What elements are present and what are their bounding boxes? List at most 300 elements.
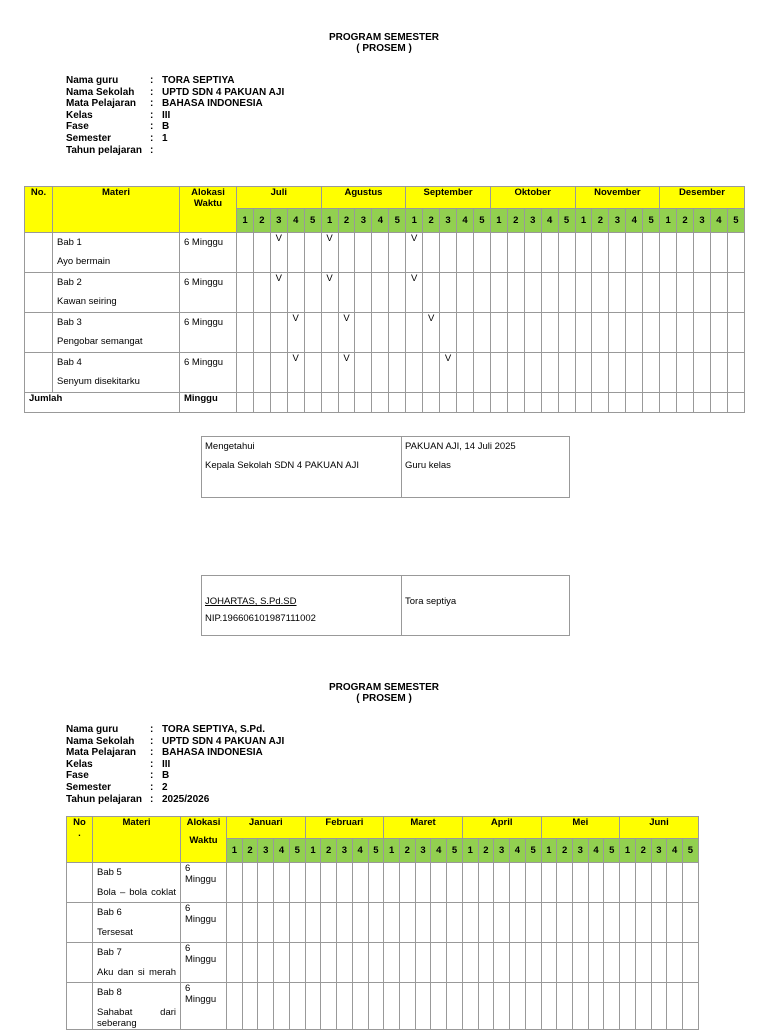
week-cell <box>253 393 270 413</box>
week-cell <box>440 313 457 353</box>
week-cell <box>635 903 651 943</box>
bab-title: Senyum disekitarku <box>57 376 140 387</box>
week-cell <box>321 393 338 413</box>
week-cell <box>305 863 321 903</box>
week-cell <box>694 353 711 393</box>
week-cell <box>440 233 457 273</box>
teacher-signature-cell <box>402 576 570 636</box>
week-cell <box>287 273 304 313</box>
week-number: 5 <box>683 839 699 863</box>
week-number: 4 <box>510 839 526 863</box>
week-cell <box>423 393 440 413</box>
header-alokasi-line2: Waktu <box>189 835 218 846</box>
week-cell <box>507 313 524 353</box>
month-header: November <box>575 187 660 209</box>
week-cell <box>478 943 494 983</box>
week-cell <box>389 273 406 313</box>
bab-title: Bola – bola coklat <box>97 887 176 898</box>
week-cell <box>727 233 744 273</box>
table-row <box>25 313 745 353</box>
week-cell <box>677 313 694 353</box>
row-materi <box>93 943 181 983</box>
week-cell <box>478 903 494 943</box>
month-header: September <box>406 187 491 209</box>
week-cell <box>541 903 557 943</box>
week-number: 5 <box>389 209 406 233</box>
week-cell <box>660 353 677 393</box>
signature-table <box>201 575 570 636</box>
week-cell <box>287 353 304 393</box>
bab-title: Aku dan si merah <box>97 967 176 978</box>
info-label: Semester <box>66 781 112 793</box>
week-number: 3 <box>609 209 626 233</box>
week-cell <box>389 393 406 413</box>
week-cell <box>510 983 526 1030</box>
alokasi-unit: Minggu <box>185 914 217 925</box>
table-row <box>67 863 699 903</box>
info-value: UPTD SDN 4 PAKUAN AJI <box>162 86 285 98</box>
row-no <box>67 863 93 903</box>
week-cell <box>494 943 510 983</box>
week-number: 1 <box>227 839 243 863</box>
week-cell <box>609 233 626 273</box>
week-cell <box>490 273 507 313</box>
week-cell <box>289 983 305 1030</box>
week-number: 2 <box>242 839 258 863</box>
week-cell <box>338 233 355 273</box>
headmaster-signature-cell <box>202 576 402 636</box>
info-row <box>66 770 284 782</box>
week-number: 4 <box>588 839 604 863</box>
week-cell <box>242 943 258 983</box>
week-number: 2 <box>677 209 694 233</box>
week-cell <box>572 863 588 903</box>
week-number: 2 <box>321 839 337 863</box>
week-number: 1 <box>660 209 677 233</box>
week-number: 4 <box>372 209 389 233</box>
week-cell <box>399 903 415 943</box>
info-value: III <box>162 758 171 770</box>
week-cell <box>557 903 573 943</box>
week-cell <box>399 863 415 903</box>
check-mark: V <box>326 233 333 244</box>
week-cell <box>237 313 254 353</box>
week-cell <box>558 273 575 313</box>
week-number: 1 <box>541 839 557 863</box>
info-colon: : <box>150 75 154 86</box>
info-row <box>66 75 284 87</box>
week-cell <box>604 863 620 903</box>
week-cell <box>305 983 321 1030</box>
row-materi <box>93 903 181 943</box>
info-label: Nama guru <box>66 75 119 86</box>
week-number: 2 <box>423 209 440 233</box>
info-value: BAHASA INDONESIA <box>162 98 263 110</box>
info-label: Mata Pelajaran <box>66 98 137 110</box>
week-cell <box>541 233 558 273</box>
week-cell <box>575 353 592 393</box>
row-materi <box>93 863 181 903</box>
info-value: III <box>162 109 171 121</box>
table-row <box>67 903 699 943</box>
week-cell <box>355 233 372 273</box>
week-number: 2 <box>478 839 494 863</box>
week-cell <box>677 353 694 393</box>
week-cell <box>270 233 287 273</box>
week-cell <box>270 393 287 413</box>
week-cell <box>524 313 541 353</box>
week-cell <box>270 353 287 393</box>
week-cell <box>242 863 258 903</box>
week-cell <box>355 273 372 313</box>
week-cell <box>372 393 389 413</box>
info-row <box>66 747 284 759</box>
alokasi-number: 6 <box>185 903 191 914</box>
week-cell <box>643 353 660 393</box>
row-no <box>67 943 93 983</box>
week-cell <box>406 273 423 313</box>
check-mark: V <box>275 273 282 284</box>
header-materi: Materi <box>93 817 181 863</box>
row-no <box>25 353 53 393</box>
week-cell <box>667 903 683 943</box>
week-cell <box>660 273 677 313</box>
week-number: 1 <box>305 839 321 863</box>
table-row <box>67 983 699 1030</box>
month-header: Juni <box>620 817 699 839</box>
info-row <box>66 724 284 736</box>
month-header: Maret <box>384 817 463 839</box>
week-cell <box>338 313 355 353</box>
week-cell <box>525 943 541 983</box>
week-cell <box>406 233 423 273</box>
week-cell <box>352 983 368 1030</box>
week-cell <box>352 903 368 943</box>
info-row <box>66 736 284 748</box>
week-cell <box>635 863 651 903</box>
week-cell <box>352 863 368 903</box>
week-cell <box>415 903 431 943</box>
info-row <box>66 794 284 806</box>
week-number: 1 <box>384 839 400 863</box>
week-number: 2 <box>507 209 524 233</box>
week-cell <box>525 983 541 1030</box>
total-row <box>25 393 745 413</box>
week-cell <box>694 273 711 313</box>
row-materi <box>53 353 180 393</box>
week-cell <box>457 233 474 273</box>
week-cell <box>406 393 423 413</box>
header-no-line2: . <box>78 828 81 839</box>
week-cell <box>635 983 651 1030</box>
week-cell <box>541 353 558 393</box>
week-number: 5 <box>604 839 620 863</box>
week-number: 4 <box>287 209 304 233</box>
week-cell <box>338 393 355 413</box>
week-number: 3 <box>355 209 372 233</box>
info-row <box>66 145 284 157</box>
info-colon: : <box>150 735 154 747</box>
week-cell <box>227 863 243 903</box>
sem2-title: PROGRAM SEMESTER <box>328 682 439 693</box>
week-cell <box>457 353 474 393</box>
week-cell <box>389 353 406 393</box>
week-cell <box>337 863 353 903</box>
week-number: 4 <box>710 209 727 233</box>
week-cell <box>626 233 643 273</box>
week-cell <box>478 863 494 903</box>
bab-title: Tersesat <box>97 927 133 938</box>
week-cell <box>677 273 694 313</box>
week-cell <box>541 313 558 353</box>
week-number: 1 <box>620 839 636 863</box>
week-cell <box>667 943 683 983</box>
sem1-subtitle: ( PROSEM ) <box>356 43 412 54</box>
info-colon: : <box>150 724 154 735</box>
row-alokasi: 6 Minggu <box>180 273 237 313</box>
sem2-subtitle: ( PROSEM ) <box>356 693 412 704</box>
info-value: BAHASA INDONESIA <box>162 747 263 759</box>
week-cell <box>321 903 337 943</box>
row-materi <box>53 273 180 313</box>
week-cell <box>572 903 588 943</box>
week-cell <box>384 943 400 983</box>
row-alokasi: 6 Minggu <box>180 233 237 273</box>
week-cell <box>227 903 243 943</box>
info-label: Kelas <box>66 758 93 770</box>
week-cell <box>253 313 270 353</box>
week-cell <box>440 353 457 393</box>
week-number: 5 <box>289 839 305 863</box>
month-header: Mei <box>541 817 620 839</box>
week-cell <box>626 273 643 313</box>
week-number: 3 <box>572 839 588 863</box>
week-number: 3 <box>258 839 274 863</box>
week-cell <box>727 353 744 393</box>
week-cell <box>368 903 384 943</box>
week-number: 2 <box>635 839 651 863</box>
info-colon: : <box>150 86 154 98</box>
week-cell <box>609 393 626 413</box>
week-cell <box>651 943 667 983</box>
week-cell <box>431 943 447 983</box>
row-no <box>67 903 93 943</box>
week-cell <box>289 903 305 943</box>
week-number: 2 <box>253 209 270 233</box>
week-cell <box>651 983 667 1030</box>
check-mark: V <box>411 233 418 244</box>
alokasi-unit: Minggu <box>185 994 217 1005</box>
week-cell <box>541 863 557 903</box>
info-colon: : <box>150 747 154 759</box>
check-mark: V <box>427 313 435 324</box>
week-cell <box>667 983 683 1030</box>
week-cell <box>399 943 415 983</box>
info-value: B <box>162 121 170 133</box>
week-cell <box>406 313 423 353</box>
week-number: 4 <box>667 839 683 863</box>
bab-label: Bab 6 <box>97 907 122 918</box>
week-cell <box>651 863 667 903</box>
week-cell <box>710 273 727 313</box>
week-cell <box>289 943 305 983</box>
week-cell <box>304 393 321 413</box>
week-cell <box>237 393 254 413</box>
total-label: Jumlah <box>25 393 180 413</box>
sem1-info-block <box>66 75 284 156</box>
month-header: Desember <box>660 187 745 209</box>
week-cell <box>389 233 406 273</box>
week-cell <box>227 983 243 1030</box>
week-cell <box>304 313 321 353</box>
week-cell <box>588 863 604 903</box>
header-alokasi <box>180 187 237 233</box>
info-colon: : <box>150 98 154 110</box>
week-cell <box>352 943 368 983</box>
info-value: B <box>162 770 170 782</box>
info-label: Mata Pelajaran <box>66 747 137 759</box>
week-cell <box>609 353 626 393</box>
bab-label: Bab 5 <box>97 867 122 878</box>
week-cell <box>660 393 677 413</box>
sem1-schedule-table <box>24 186 745 413</box>
row-materi <box>93 983 181 1030</box>
week-cell <box>592 313 609 353</box>
header-no <box>67 817 93 863</box>
info-colon: : <box>150 121 154 133</box>
week-cell <box>384 903 400 943</box>
check-mark: V <box>292 353 299 364</box>
bab-label: Bab 7 <box>97 947 122 958</box>
week-cell <box>575 233 592 273</box>
week-cell <box>399 983 415 1030</box>
week-cell <box>677 393 694 413</box>
row-no <box>25 233 53 273</box>
week-number: 4 <box>431 839 447 863</box>
approval-right-cell <box>402 437 570 498</box>
week-number: 2 <box>399 839 415 863</box>
week-cell <box>423 233 440 273</box>
week-cell <box>355 313 372 353</box>
week-cell <box>592 273 609 313</box>
week-cell <box>321 233 338 273</box>
bab-label: Bab 8 <box>97 987 122 998</box>
week-cell <box>289 863 305 903</box>
week-cell <box>457 273 474 313</box>
sem2-info-block <box>66 724 284 805</box>
week-number: 5 <box>368 839 384 863</box>
info-value: 2 <box>162 781 168 793</box>
teacher-title: Guru kelas <box>405 460 451 471</box>
week-cell <box>592 233 609 273</box>
week-cell <box>423 353 440 393</box>
week-cell <box>620 943 636 983</box>
week-cell <box>368 943 384 983</box>
info-colon: : <box>150 781 154 793</box>
week-cell <box>423 313 440 353</box>
sem1-title: PROGRAM SEMESTER <box>328 32 439 43</box>
week-cell <box>462 903 478 943</box>
week-number: 3 <box>651 839 667 863</box>
week-number: 5 <box>727 209 744 233</box>
headmaster-title: Kepala Sekolah SDN 4 PAKUAN AJI <box>205 460 360 471</box>
bab-label: Bab 2 <box>57 277 82 288</box>
week-cell <box>258 863 274 903</box>
week-cell <box>473 393 490 413</box>
week-cell <box>473 353 490 393</box>
week-cell <box>604 983 620 1030</box>
week-cell <box>321 863 337 903</box>
row-alokasi <box>181 943 227 983</box>
info-label: Tahun pelajaran <box>66 793 142 805</box>
week-cell <box>423 273 440 313</box>
row-no <box>25 273 53 313</box>
week-number: 3 <box>494 839 510 863</box>
header-materi: Materi <box>53 187 180 233</box>
sem2-schedule-table <box>66 816 699 1030</box>
week-number: 4 <box>274 839 290 863</box>
info-colon: : <box>150 144 154 156</box>
info-value: 2025/2026 <box>162 793 210 805</box>
headmaster-nip: NIP.196606101987111002 <box>205 613 316 624</box>
week-cell <box>490 233 507 273</box>
info-label: Fase <box>66 121 89 133</box>
week-cell <box>447 943 463 983</box>
info-label: Kelas <box>66 109 93 121</box>
header-alokasi <box>181 817 227 863</box>
info-label: Nama Sekolah <box>66 735 135 747</box>
info-value: UPTD SDN 4 PAKUAN AJI <box>162 735 285 747</box>
week-cell <box>337 983 353 1030</box>
week-cell <box>727 313 744 353</box>
week-cell <box>667 863 683 903</box>
week-cell <box>643 313 660 353</box>
info-value: 1 <box>162 132 168 144</box>
row-materi <box>53 313 180 353</box>
week-cell <box>710 233 727 273</box>
week-cell <box>274 903 290 943</box>
week-cell <box>592 393 609 413</box>
table-row <box>25 353 745 393</box>
week-cell <box>274 943 290 983</box>
week-cell <box>270 273 287 313</box>
bab-title: Kawan seiring <box>57 296 117 307</box>
week-cell <box>494 863 510 903</box>
week-cell <box>305 903 321 943</box>
week-cell <box>258 903 274 943</box>
teacher-name: Tora septiya <box>405 596 457 607</box>
week-number: 3 <box>415 839 431 863</box>
bab-title: Sahabat dari seberang <box>97 1007 176 1029</box>
week-number: 1 <box>462 839 478 863</box>
week-cell <box>253 233 270 273</box>
week-number: 2 <box>338 209 355 233</box>
week-cell <box>558 393 575 413</box>
week-cell <box>237 353 254 393</box>
week-cell <box>242 983 258 1030</box>
week-cell <box>620 863 636 903</box>
week-cell <box>575 393 592 413</box>
week-cell <box>338 273 355 313</box>
week-cell <box>253 273 270 313</box>
week-number: 3 <box>440 209 457 233</box>
week-cell <box>490 393 507 413</box>
month-header: Oktober <box>490 187 575 209</box>
week-cell <box>355 393 372 413</box>
week-cell <box>304 273 321 313</box>
week-cell <box>525 863 541 903</box>
row-no <box>67 983 93 1030</box>
